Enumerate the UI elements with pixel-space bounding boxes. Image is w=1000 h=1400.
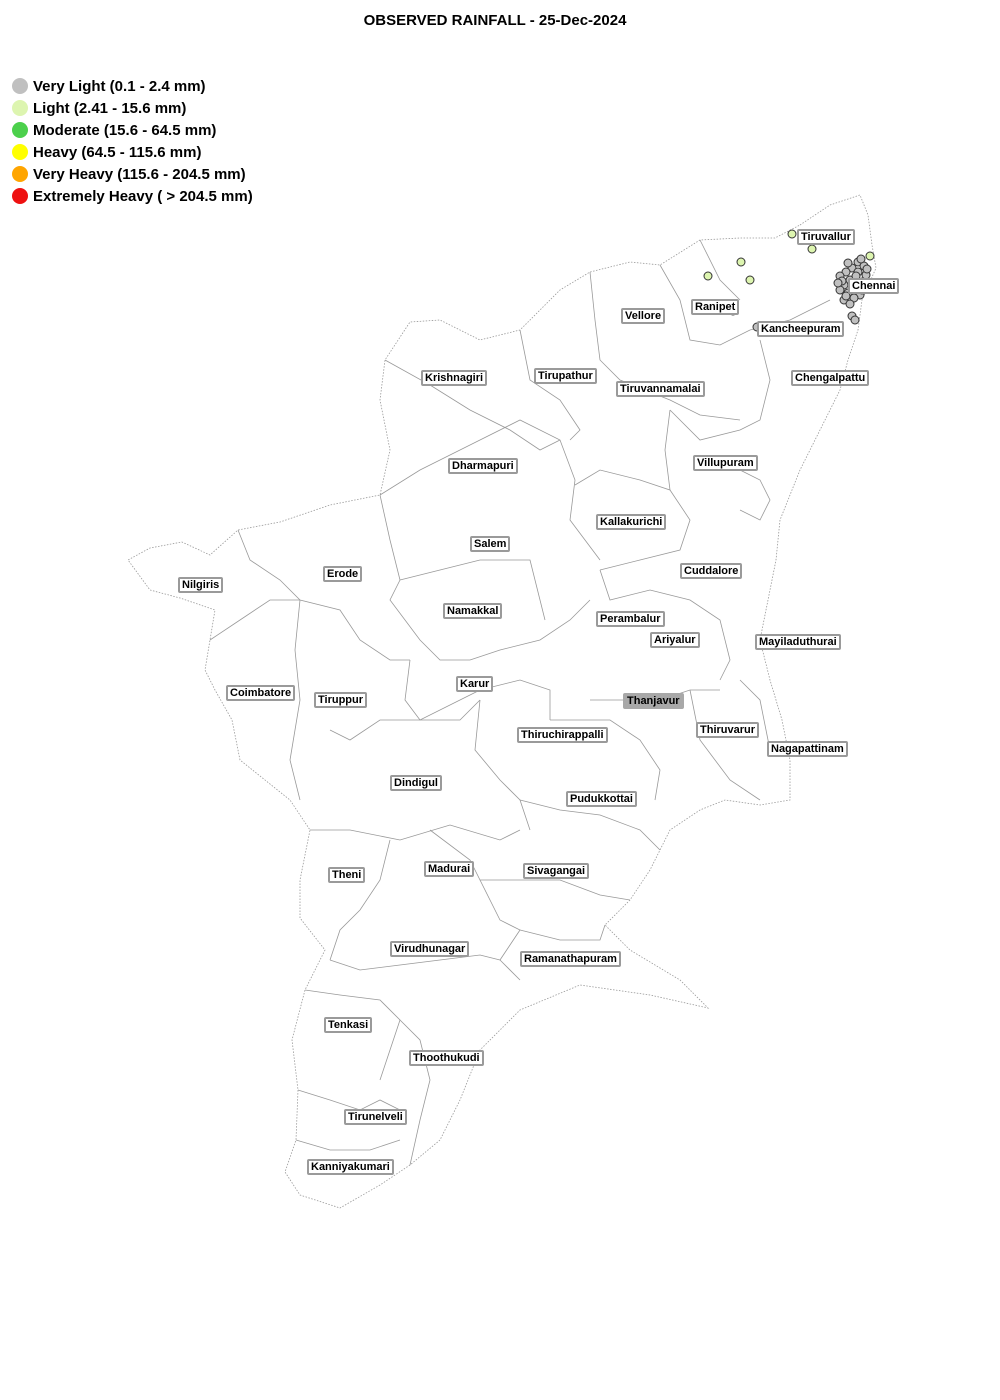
district-label-theni: Theni [328,867,365,883]
light-rainfall-station [808,245,816,253]
district-label-thanjavur: Thanjavur [623,693,684,709]
very-light-rainfall-station [863,265,871,273]
district-label-tiruvannamalai: Tiruvannamalai [616,381,705,397]
district-label-thiruchirappalli: Thiruchirappalli [517,727,608,743]
district-label-mayiladuthurai: Mayiladuthurai [755,634,841,650]
district-label-virudhunagar: Virudhunagar [390,941,469,957]
very-light-rainfall-station [834,279,842,287]
district-label-salem: Salem [470,536,510,552]
district-label-dindigul: Dindigul [390,775,442,791]
district-label-chennai: Chennai [848,278,899,294]
district-label-tenkasi: Tenkasi [324,1017,372,1033]
state-outline [128,195,876,1208]
light-rainfall-station [704,272,712,280]
very-light-rainfall-station [846,300,854,308]
district-label-vellore: Vellore [621,308,665,324]
district-label-villupuram: Villupuram [693,455,758,471]
district-label-chengalpattu: Chengalpattu [791,370,869,386]
district-label-pudukkottai: Pudukkottai [566,791,637,807]
very-light-rainfall-station [844,259,852,267]
district-label-perambalur: Perambalur [596,611,665,627]
legend-label: Moderate (15.6 - 64.5 mm) [33,121,217,139]
district-label-nagapattinam: Nagapattinam [767,741,848,757]
district-label-sivagangai: Sivagangai [523,863,589,879]
light-rainfall-station [737,258,745,266]
district-label-tirupathur: Tirupathur [534,368,597,384]
district-label-kancheepuram: Kancheepuram [757,321,844,337]
district-label-thoothukudi: Thoothukudi [409,1050,484,1066]
district-label-ariyalur: Ariyalur [650,632,700,648]
light-rainfall-station [866,252,874,260]
legend-label: Heavy (64.5 - 115.6 mm) [33,143,202,161]
district-label-tirunelveli: Tirunelveli [344,1109,407,1125]
light-rainfall-station [746,276,754,284]
district-label-nilgiris: Nilgiris [178,577,223,593]
district-label-erode: Erode [323,566,362,582]
district-label-tiruppur: Tiruppur [314,692,367,708]
light-rainfall-station [788,230,796,238]
district-label-karur: Karur [456,676,493,692]
district-label-madurai: Madurai [424,861,474,877]
district-label-krishnagiri: Krishnagiri [421,370,487,386]
very-light-rainfall-station [851,316,859,324]
map-title: OBSERVED RAINFALL - 25-Dec-2024 [363,12,627,29]
legend-label: Extremely Heavy ( > 204.5 mm) [33,187,253,205]
district-label-dharmapuri: Dharmapuri [448,458,518,474]
district-label-cuddalore: Cuddalore [680,563,742,579]
legend-label: Very Heavy (115.6 - 204.5 mm) [33,165,246,183]
very-light-rainfall-station [857,255,865,263]
district-label-kanniyakumari: Kanniyakumari [307,1159,394,1175]
district-label-namakkal: Namakkal [443,603,502,619]
district-label-coimbatore: Coimbatore [226,685,295,701]
district-label-kallakurichi: Kallakurichi [596,514,666,530]
district-label-tiruvallur: Tiruvallur [797,229,855,245]
legend-label: Light (2.41 - 15.6 mm) [33,99,187,117]
district-label-ranipet: Ranipet [691,299,739,315]
district-label-ramanathapuram: Ramanathapuram [520,951,621,967]
district-label-thiruvarur: Thiruvarur [696,722,759,738]
legend-label: Very Light (0.1 - 2.4 mm) [33,77,206,95]
